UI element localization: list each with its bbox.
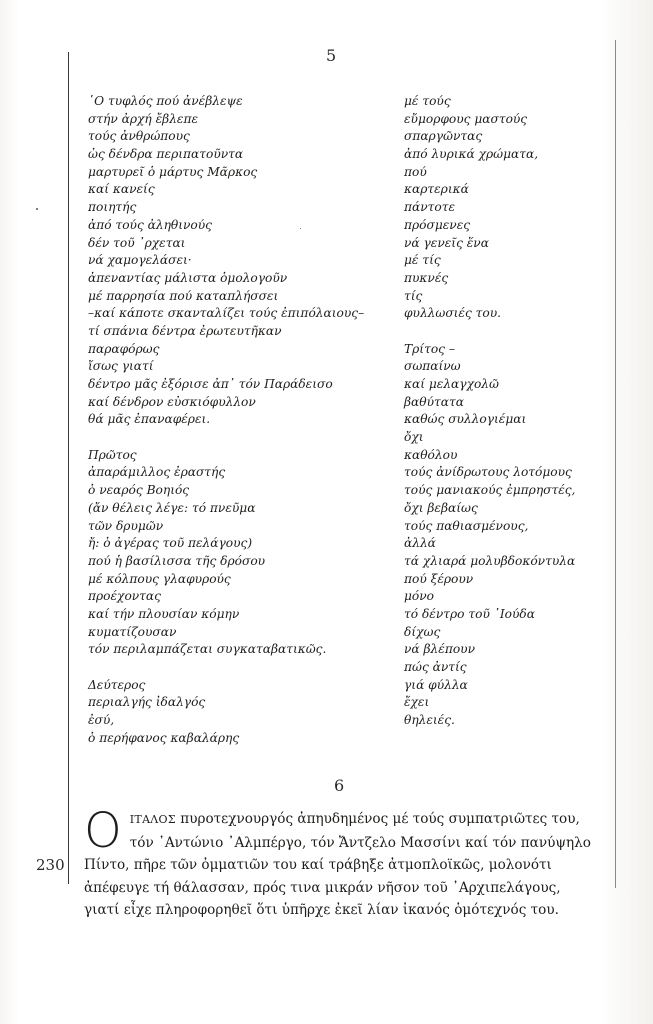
poem-line: Πρῶτος bbox=[88, 447, 137, 462]
poem-line: καί δένδρον εὐσκιόφυλλον bbox=[88, 394, 256, 409]
poem-line: ἴσως γιατί bbox=[88, 359, 154, 374]
poem-line: τούς ἀνίδρωτους λοτόμους bbox=[404, 465, 572, 480]
prose-line bbox=[84, 808, 594, 832]
poem-line: τούς παθιασμένους, bbox=[404, 518, 529, 533]
poem-line: ὡς δένδρα περιπατοῦντα bbox=[88, 147, 244, 162]
poem-line: παραφόρως bbox=[88, 341, 160, 356]
poem-line: νά χαμογελάσει· bbox=[88, 253, 192, 268]
stanza-gap bbox=[88, 429, 364, 447]
poem-line: βαθύτατα bbox=[404, 394, 464, 409]
poem-line: καθώς συλλογιέμαι bbox=[404, 412, 527, 427]
poem-line: ποιητής bbox=[88, 200, 137, 215]
poem-line: ἔχει bbox=[404, 695, 430, 710]
poem-line: ἀπό λυρικά χρώματα, bbox=[404, 147, 539, 162]
page-number: 230 bbox=[36, 856, 65, 874]
poem-line: Τρίτος – bbox=[404, 341, 455, 356]
poem-line: στήν ἀρχή ἔβλεπε bbox=[88, 111, 199, 126]
poem-line: πού bbox=[404, 164, 427, 179]
poem-line: νά γενεῖς ἕνα bbox=[404, 235, 489, 250]
opening-smallcaps: ΙΤΑΛΟΣ bbox=[129, 813, 176, 826]
poem-line: μέ κόλπους γλαφυρούς bbox=[88, 571, 231, 586]
poem-line: ὁ νεαρός Βοηιός bbox=[88, 483, 190, 498]
right-margin-rule bbox=[615, 40, 616, 888]
poem-line: μαρτυρεῖ ὁ μάρτυς Μᾶρκος bbox=[88, 164, 258, 179]
poem-line: ὄχι bbox=[404, 430, 424, 445]
poem-line: μέ τίς bbox=[404, 253, 441, 268]
poem-line: πώς ἀντίς bbox=[404, 660, 467, 674]
poem-line: εὔμορφους μαστούς bbox=[404, 111, 528, 126]
poem-line: ἀλλά bbox=[404, 536, 436, 551]
poem-line: ἤ: ὁ ἀγέρας τοῦ πελάγους) bbox=[88, 536, 253, 551]
poem-line: μόνο bbox=[404, 589, 435, 604]
poem-line: πού ἡ βασίλισσα τῆς δρόσου bbox=[88, 553, 266, 568]
poem-line: ὁ περήφανος καβαλάρης bbox=[88, 730, 240, 745]
left-margin-rule bbox=[68, 52, 69, 884]
stanza-gap bbox=[88, 659, 364, 677]
prose-line: ἀπέφευγε τή θάλασσαν, πρός τινα μικράν νῆσον τοῦ ᾿Αρχιπελάγους, bbox=[84, 879, 561, 896]
poem-line: θηλειές. bbox=[404, 713, 455, 728]
poem-line: περιαλγής ἰδαλγός bbox=[88, 695, 206, 710]
poem-line: νά βλέπουν bbox=[404, 642, 475, 657]
poem-line: τούς ἀνθρώπους bbox=[88, 129, 190, 144]
poem-line: πάντοτε bbox=[404, 200, 456, 215]
poem-line: καρτερικά bbox=[404, 182, 469, 197]
poem-line: προέχοντας bbox=[88, 589, 161, 604]
poem-line: δέν τοῦ ᾿ρχεται bbox=[88, 235, 186, 250]
section-6-prose bbox=[84, 803, 594, 922]
prose-line: γιατί εἶχε πληροφορηθεῖ ὅτι ὑπῆρχε ἐκεῖ λίαν ἱκανός ὁμότεχνός του. bbox=[84, 902, 559, 919]
poem-line: πού ξέρουν bbox=[404, 571, 474, 586]
prose-line: τόν ᾿Αντώνιο ᾿Αλμπέργο, τόν Ἄντζελο Μασσίνι καί τόν πανύψηλο bbox=[129, 834, 591, 851]
poem-line: σπαργῶντας bbox=[404, 129, 483, 144]
poem-line: κυματίζουσαν bbox=[88, 624, 177, 639]
prose-line-text: πυροτεχνουργός ἀπηυδημένος μέ τούς συμπατριῶτες του, bbox=[175, 811, 580, 827]
poem-line: –καί κάποτε σκανταλίζει τούς ἐπιπόλαιους– bbox=[88, 306, 365, 321]
poem-line: γιά φύλλα bbox=[404, 677, 468, 692]
poem-line: καθόλου bbox=[404, 447, 458, 462]
poem-left-column bbox=[88, 93, 364, 747]
poem-line: τό δέντρο τοῦ ᾿Ιούδα bbox=[404, 606, 535, 621]
poem-line: ὄχι βεβαίως bbox=[404, 500, 478, 515]
poem-line: τά χλιαρά μολυβδοκόντυλα bbox=[404, 553, 576, 568]
poem-line: (ἄν θέλεις λέγε: τό πνεῦμα bbox=[88, 500, 256, 515]
poem-line: καί μελαγχολῶ bbox=[404, 377, 499, 391]
poem-line: πυκνές bbox=[404, 270, 449, 285]
poem-line: δέντρο μᾶς ἐξόρισε ἀπ᾿ τόν Παράδεισο bbox=[88, 377, 333, 391]
poem-line: τόν περιλαμπάζεται συγκαταβατικῶς. bbox=[88, 642, 327, 657]
prose-line: Πίντο, πῆρε τῶν ὀμματιῶν του καί τράβηξε ἀτμοπλοϊκῶς, μολονότι bbox=[84, 857, 552, 874]
poem-line: θά μᾶς ἐπαναφέρει. bbox=[88, 412, 211, 427]
poem-line: φυλλωσιές του. bbox=[404, 306, 502, 321]
poem-line: ἀπαράμιλλος ἐραστής bbox=[88, 465, 226, 480]
poem-line: τίς bbox=[404, 288, 423, 303]
stanza-gap bbox=[404, 323, 575, 341]
poem-line: ἐσύ, bbox=[88, 713, 115, 728]
poem-line: σωπαίνω bbox=[404, 359, 461, 374]
poem-line: ἀπεναντίας μάλιστα ὁμολογοῦν bbox=[88, 270, 288, 285]
poem-line: δίχως bbox=[404, 624, 441, 639]
poem-line: μέ παρρησία πού καταπλήσσει bbox=[88, 288, 279, 303]
paper-speck bbox=[36, 208, 38, 210]
poem-line: Δεύτερος bbox=[88, 677, 146, 692]
poem-line: πρόσμενες bbox=[404, 217, 471, 232]
poem-line: ἀπό τούς ἀληθινούς bbox=[88, 217, 212, 232]
poem-line: τούς μανιακούς ἐμπρηστές, bbox=[404, 483, 576, 498]
poem-line: καί τήν πλουσίαν κόμην bbox=[88, 606, 240, 621]
poem-line: τί σπάνια δέντρα ἐρωτευτῆκαν bbox=[88, 323, 282, 338]
poem-line: τῶν δρυμῶν bbox=[88, 518, 164, 533]
poem-line: μέ τούς bbox=[404, 94, 451, 108]
poem-line: ῾Ο τυφλός πού ἀνέβλεψε bbox=[88, 94, 243, 108]
poem-line: καί κανείς bbox=[88, 182, 155, 197]
drop-cap: O bbox=[84, 803, 122, 859]
section-number-6: 6 bbox=[334, 776, 345, 795]
poem-right-column bbox=[404, 93, 575, 730]
section-number-5: 5 bbox=[326, 46, 337, 65]
